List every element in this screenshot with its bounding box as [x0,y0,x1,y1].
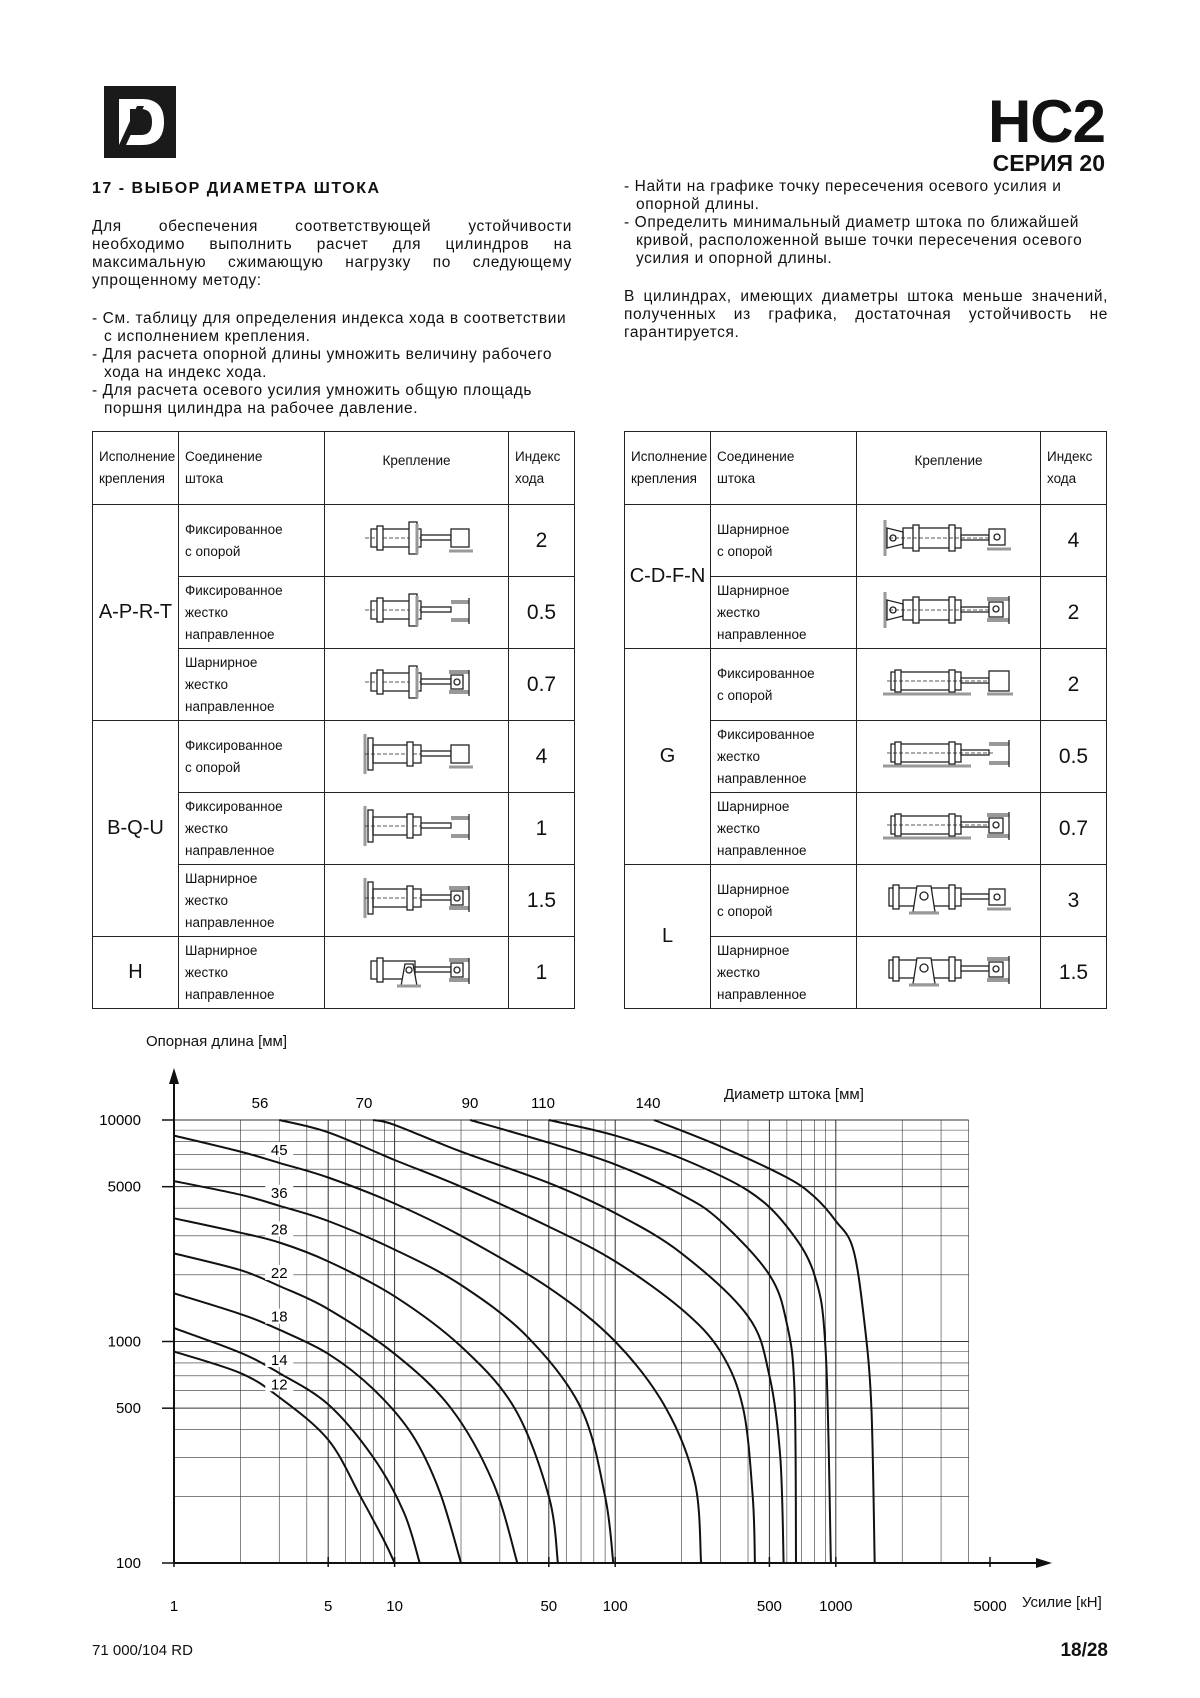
stroke-index: 0.7 [1041,793,1107,865]
chart-ticks [99,1095,1006,1615]
x-axis-arrow-icon [1036,1558,1052,1568]
connection-cell: Шарнирное жестко направленное [179,649,325,721]
curve-label: 36 [270,1184,288,1202]
connection-cell: Шарнирное жестко направленное [711,577,857,649]
section-heading: 17 - ВЫБОР ДИАМЕТРА ШТОКА [92,180,381,197]
mounting-table-left [92,431,575,1009]
fixed-supported-mount-icon [325,721,509,793]
curve-label: 28 [270,1221,288,1239]
connection-cell: Фиксированное с опорой [711,649,857,721]
stroke-index: 2 [509,505,575,577]
y-tick-label: 10000 [99,1112,141,1129]
stroke-index: 4 [509,721,575,793]
stroke-index: 0.7 [509,649,575,721]
x-tick-label: 5 [324,1598,333,1615]
trunnion-supported-mount-icon [857,865,1041,937]
group-label: A-P-R-T [93,505,179,721]
y-tick-label: 500 [115,1400,141,1418]
document-number: 71 000/104 RD [92,1642,193,1659]
diameter-label: 56 [251,1095,269,1112]
mounting-table-right [624,431,1107,1009]
page-title: HC2 [987,88,1105,155]
foot-guided-mount-icon [857,721,1041,793]
x-tick-label: 100 [602,1598,628,1615]
group-label: B-Q-U [93,721,179,937]
diameter-label: 140 [635,1095,661,1112]
col-header-fixing: Крепление [857,432,1041,505]
x-tick-label: 1000 [819,1598,853,1615]
stroke-index: 4 [1041,505,1107,577]
diameter-label: 70 [355,1095,373,1112]
series-subtitle: СЕРИЯ 20 [992,150,1105,176]
connection-cell: Фиксированное с опорой [179,505,325,577]
series-title-label: Диаметр штока [мм] [724,1086,864,1103]
curve-label: 12 [270,1376,288,1394]
stroke-index: 3 [1041,865,1107,937]
stroke-index: 1 [509,937,575,1009]
connection-cell: Фиксированное жестко направленное [179,577,325,649]
buckling-chart [0,1060,1200,1620]
stroke-index: 2 [1041,577,1107,649]
connection-cell: Фиксированное жестко направленное [711,721,857,793]
trunnion-mount-icon [325,937,509,1009]
stroke-index: 2 [1041,649,1107,721]
chart-axes [169,1068,1052,1568]
x-tick-label: 1 [169,1598,179,1615]
stability-note: В цилиндрах, имеющих диаметры штока меньше значений, полученных из графика, достаточная устойчивость не гарантируется. [624,288,1108,341]
y-tick-label: 1000 [107,1333,141,1351]
diameter-label: 90 [461,1095,479,1112]
list-item: - Для расчета опорной длины умножить величину рабочего хода на индекс хода. [92,346,553,381]
diameter-label: 110 [531,1095,555,1112]
col-header-fixing: Крепление [325,432,509,505]
connection-cell: Шарнирное с опорой [711,505,857,577]
page-number: 18/28 [1060,1640,1108,1661]
list-item: - Определить минимальный диаметр штока по ближайшей кривой, расположенной выше точки пересечения осевого усилия и опорной длины. [624,214,1083,267]
connection-cell: Шарнирное с опорой [711,865,857,937]
group-label: H [93,937,179,1009]
x-tick-label: 5000 [973,1598,1007,1615]
group-label: L [625,865,711,1009]
intro-paragraph: Для обеспечения соответствующей устойчивости необходимо выполнить расчет для цилиндров на максимальную сжимающую нагрузку по следующему упрощенному методу: [92,218,572,289]
stroke-index: 0.5 [1041,721,1107,793]
group-label: C-D-F-N [625,505,711,649]
y-tick-label: 5000 [107,1178,141,1196]
y-axis-arrow-icon [169,1068,179,1084]
connection-cell: Шарнирное жестко направленное [711,937,857,1009]
fixed-guided-mount-icon [325,577,509,649]
curve-label: 14 [270,1352,288,1370]
col-header-index: Индекс хода [1041,432,1107,505]
col-header-connection: Соединение штока [711,432,857,505]
hinged-guided-mount-icon [325,865,509,937]
curve-label: 22 [270,1265,288,1283]
connection-cell: Шарнирное жестко направленное [711,793,857,865]
company-logo [104,86,176,158]
curve-45 [174,1136,701,1563]
list-item: - Для расчета осевого усилия умножить общую площадь поршня цилиндра на рабочее давление. [92,382,533,417]
connection-cell: Шарнирное жестко направленное [179,865,325,937]
connection-cell: Шарнирное жестко направленное [179,937,325,1009]
hinged-guided-mount-icon [325,649,509,721]
fixed-guided-mount-icon [325,793,509,865]
stroke-index: 1.5 [509,865,575,937]
list-item: - См. таблицу для определения индекса хода в соответствии с исполнением крепления. [92,310,567,345]
y-axis-label: Опорная длина [мм] [146,1033,288,1050]
connection-cell: Фиксированное с опорой [179,721,325,793]
stroke-index: 1 [509,793,575,865]
foot-supported-mount-icon [857,649,1041,721]
clevis-guided-mount-icon [857,577,1041,649]
right-steps-list [624,178,1108,268]
group-label: G [625,649,711,865]
method-steps-list [92,310,572,418]
curve-label: 45 [270,1141,288,1159]
x-tick-label: 500 [756,1598,782,1615]
fixed-supported-mount-icon [325,505,509,577]
x-tick-label: 10 [386,1598,403,1615]
col-header-connection: Соединение штока [179,432,325,505]
col-header-mounting: Исполнение крепления [93,432,179,505]
curve-label: 18 [270,1308,288,1326]
x-tick-label: 50 [540,1598,558,1615]
trunnion-guided-mount-icon [857,937,1041,1009]
connection-cell: Фиксированное жестко направленное [179,793,325,865]
x-axis-label: Усилие [кН] [1022,1594,1102,1611]
stroke-index: 1.5 [1041,937,1107,1009]
col-header-mounting: Исполнение крепления [625,432,711,505]
col-header-index: Индекс хода [509,432,575,505]
clevis-supported-mount-icon [857,505,1041,577]
foot-hinged-mount-icon [857,793,1041,865]
y-tick-label: 100 [115,1555,141,1572]
list-item: - Найти на графике точку пересечения осевого усилия и опорной длины. [624,178,1062,213]
stroke-index: 0.5 [509,577,575,649]
